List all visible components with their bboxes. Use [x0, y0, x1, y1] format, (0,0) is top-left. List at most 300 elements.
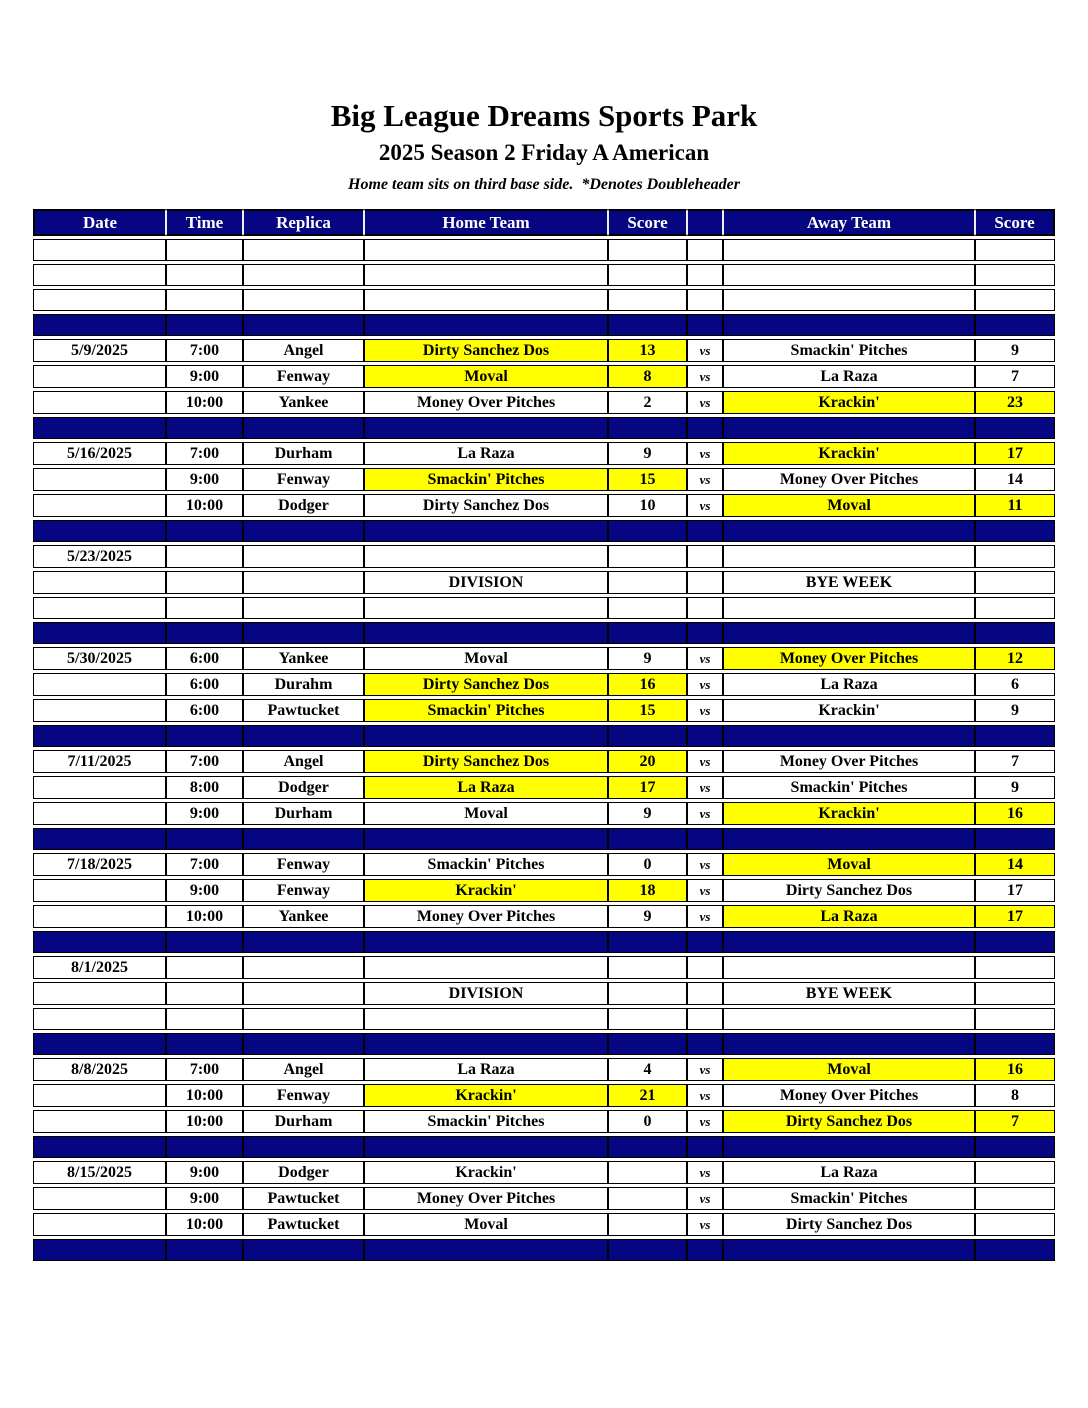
home-score-cell: 15 — [608, 468, 687, 491]
replica-cell — [243, 597, 364, 619]
home-score-cell — [608, 520, 687, 542]
time-cell — [166, 597, 243, 619]
away-team-cell: La Raza — [723, 905, 975, 928]
divider-row — [33, 931, 1055, 953]
away-team-cell: Money Over Pitches — [723, 750, 975, 773]
replica-cell: Dodger — [243, 1161, 364, 1184]
away-score-cell: 7 — [975, 750, 1055, 773]
time-cell: 9:00 — [166, 879, 243, 902]
division-row — [33, 571, 1055, 594]
time-cell — [166, 931, 243, 953]
vs-label: vs — [687, 699, 723, 722]
time-cell — [166, 417, 243, 439]
time-cell — [166, 1239, 243, 1261]
home-score-cell — [608, 239, 687, 261]
replica-cell: Durahm — [243, 673, 364, 696]
away-team-cell — [723, 545, 975, 568]
divider-row — [33, 417, 1055, 439]
col-header-date: Date — [33, 209, 166, 236]
away-score-cell — [975, 982, 1055, 1005]
date-cell — [33, 776, 166, 799]
away-team-cell: BYE WEEK — [723, 982, 975, 1005]
replica-cell: Durham — [243, 802, 364, 825]
date-cell — [33, 828, 166, 850]
time-cell — [166, 289, 243, 311]
vs-label: vs — [687, 1187, 723, 1210]
home-team-cell: Smackin' Pitches — [364, 853, 608, 876]
vs-label: vs — [687, 1084, 723, 1107]
away-score-cell: 9 — [975, 776, 1055, 799]
time-cell: 7:00 — [166, 339, 243, 362]
page-title: Big League Dreams Sports Park — [330, 98, 758, 133]
away-score-cell — [975, 622, 1055, 644]
time-cell — [166, 1033, 243, 1055]
vs-label: vs — [687, 365, 723, 388]
col-header-replica: Replica — [243, 209, 364, 236]
home-team-cell: Dirty Sanchez Dos — [364, 339, 608, 362]
home-team-cell — [364, 931, 608, 953]
away-score-cell: 16 — [975, 802, 1055, 825]
spacer-row — [33, 289, 1055, 311]
date-cell — [33, 1110, 166, 1133]
home-score-cell: 4 — [608, 1058, 687, 1081]
schedule-table — [33, 206, 1055, 1264]
date-cell — [33, 571, 166, 594]
away-score-cell — [975, 956, 1055, 979]
away-team-cell: Krackin' — [723, 442, 975, 465]
time-cell — [166, 545, 243, 568]
time-cell — [166, 520, 243, 542]
vs-label — [687, 289, 723, 311]
away-score-cell: 7 — [975, 1110, 1055, 1133]
home-score-cell — [608, 1161, 687, 1184]
game-row — [33, 494, 1055, 517]
home-team-cell: La Raza — [364, 1058, 608, 1081]
home-team-cell: Moval — [364, 365, 608, 388]
vs-label — [687, 239, 723, 261]
date-cell — [33, 1136, 166, 1158]
away-score-cell: 9 — [975, 339, 1055, 362]
replica-cell: Angel — [243, 339, 364, 362]
date-cell — [33, 289, 166, 311]
date-cell — [33, 931, 166, 953]
away-team-cell — [723, 828, 975, 850]
home-team-cell — [364, 622, 608, 644]
game-row — [33, 339, 1055, 362]
away-team-cell: La Raza — [723, 673, 975, 696]
away-score-cell — [975, 1136, 1055, 1158]
home-team-cell — [364, 545, 608, 568]
vs-label — [687, 982, 723, 1005]
away-score-cell — [975, 1033, 1055, 1055]
replica-cell: Pawtucket — [243, 699, 364, 722]
away-team-cell: Moval — [723, 1058, 975, 1081]
vs-label — [687, 1239, 723, 1261]
vs-label: vs — [687, 673, 723, 696]
vs-label — [687, 725, 723, 747]
home-team-cell: Smackin' Pitches — [364, 468, 608, 491]
away-score-cell — [975, 1187, 1055, 1210]
time-cell — [166, 828, 243, 850]
away-team-cell — [723, 264, 975, 286]
date-cell — [33, 622, 166, 644]
time-cell: 7:00 — [166, 442, 243, 465]
replica-cell — [243, 417, 364, 439]
vs-label — [687, 1008, 723, 1030]
date-cell — [33, 314, 166, 336]
away-score-cell: 17 — [975, 879, 1055, 902]
replica-cell: Angel — [243, 1058, 364, 1081]
vs-label — [687, 622, 723, 644]
game-row — [33, 750, 1055, 773]
away-score-cell: 14 — [975, 468, 1055, 491]
vs-label: vs — [687, 468, 723, 491]
away-score-cell — [975, 828, 1055, 850]
home-score-cell: 21 — [608, 1084, 687, 1107]
away-team-cell: Money Over Pitches — [723, 647, 975, 670]
game-row — [33, 1213, 1055, 1236]
replica-cell — [243, 931, 364, 953]
home-team-cell: La Raza — [364, 442, 608, 465]
vs-label — [687, 1136, 723, 1158]
col-header-away-score: Score — [975, 209, 1055, 236]
col-header-home-score: Score — [608, 209, 687, 236]
schedule-body — [33, 239, 1055, 1261]
away-score-cell — [975, 931, 1055, 953]
vs-label — [687, 828, 723, 850]
game-row — [33, 442, 1055, 465]
away-team-cell: Money Over Pitches — [723, 468, 975, 491]
game-row — [33, 468, 1055, 491]
vs-label — [687, 597, 723, 619]
replica-cell: Pawtucket — [243, 1187, 364, 1210]
date-cell — [33, 879, 166, 902]
away-score-cell: 17 — [975, 905, 1055, 928]
away-team-cell — [723, 956, 975, 979]
vs-label — [687, 417, 723, 439]
time-cell — [166, 725, 243, 747]
replica-cell — [243, 545, 364, 568]
home-score-cell: 20 — [608, 750, 687, 773]
col-header-home-team: Home Team — [364, 209, 608, 236]
vs-label — [687, 520, 723, 542]
dateonly-row — [33, 956, 1055, 979]
date-cell — [33, 1008, 166, 1030]
home-team-cell: Money Over Pitches — [364, 905, 608, 928]
replica-cell — [243, 1239, 364, 1261]
vs-label: vs — [687, 1110, 723, 1133]
divider-row — [33, 314, 1055, 336]
home-score-cell — [608, 1239, 687, 1261]
away-score-cell: 23 — [975, 391, 1055, 414]
away-team-cell — [723, 1239, 975, 1261]
game-row — [33, 879, 1055, 902]
vs-label: vs — [687, 647, 723, 670]
replica-cell — [243, 828, 364, 850]
away-score-cell: 11 — [975, 494, 1055, 517]
vs-label — [687, 264, 723, 286]
away-team-cell: Moval — [723, 494, 975, 517]
vs-label: vs — [687, 442, 723, 465]
home-team-cell: Dirty Sanchez Dos — [364, 673, 608, 696]
date-cell — [33, 1084, 166, 1107]
away-team-cell — [723, 1008, 975, 1030]
away-team-cell — [723, 597, 975, 619]
col-header-away-team: Away Team — [723, 209, 975, 236]
away-team-cell: Dirty Sanchez Dos — [723, 1110, 975, 1133]
col-header-time: Time — [166, 209, 243, 236]
home-score-cell: 13 — [608, 339, 687, 362]
date-cell — [33, 391, 166, 414]
away-score-cell: 6 — [975, 673, 1055, 696]
time-cell: 10:00 — [166, 391, 243, 414]
away-score-cell — [975, 725, 1055, 747]
game-row — [33, 1110, 1055, 1133]
spacer-row — [33, 239, 1055, 261]
time-cell: 6:00 — [166, 673, 243, 696]
away-score-cell — [975, 1213, 1055, 1236]
game-row — [33, 365, 1055, 388]
page-header — [0, 0, 1088, 194]
home-team-cell: Moval — [364, 647, 608, 670]
home-score-cell — [608, 931, 687, 953]
vs-label: vs — [687, 905, 723, 928]
home-team-cell — [364, 239, 608, 261]
home-team-cell — [364, 520, 608, 542]
replica-cell: Yankee — [243, 905, 364, 928]
away-score-cell — [975, 1239, 1055, 1261]
date-cell — [33, 365, 166, 388]
home-team-cell — [364, 597, 608, 619]
dateonly-row — [33, 545, 1055, 568]
time-cell — [166, 982, 243, 1005]
date-cell: 5/30/2025 — [33, 647, 166, 670]
vs-label: vs — [687, 1161, 723, 1184]
replica-cell: Fenway — [243, 365, 364, 388]
home-score-cell: 18 — [608, 879, 687, 902]
home-score-cell — [608, 828, 687, 850]
col-header-vs — [687, 209, 723, 236]
replica-cell — [243, 725, 364, 747]
vs-label: vs — [687, 339, 723, 362]
spacer-row — [33, 1008, 1055, 1030]
home-score-cell — [608, 1008, 687, 1030]
time-cell: 9:00 — [166, 365, 243, 388]
home-team-cell: La Raza — [364, 776, 608, 799]
away-team-cell: Krackin' — [723, 391, 975, 414]
home-score-cell: 9 — [608, 905, 687, 928]
home-team-cell — [364, 1033, 608, 1055]
time-cell — [166, 1136, 243, 1158]
time-cell: 7:00 — [166, 853, 243, 876]
away-team-cell — [723, 725, 975, 747]
vs-label — [687, 956, 723, 979]
away-score-cell: 14 — [975, 853, 1055, 876]
time-cell — [166, 956, 243, 979]
home-score-cell — [608, 545, 687, 568]
home-team-cell: Krackin' — [364, 1161, 608, 1184]
home-team-cell: Money Over Pitches — [364, 1187, 608, 1210]
divider-row — [33, 725, 1055, 747]
away-team-cell — [723, 931, 975, 953]
home-team-cell — [364, 289, 608, 311]
home-score-cell — [608, 289, 687, 311]
home-team-cell — [364, 1008, 608, 1030]
game-row — [33, 802, 1055, 825]
away-team-cell: La Raza — [723, 365, 975, 388]
date-cell — [33, 673, 166, 696]
vs-label: vs — [687, 802, 723, 825]
replica-cell: Fenway — [243, 879, 364, 902]
vs-label: vs — [687, 750, 723, 773]
away-score-cell — [975, 289, 1055, 311]
home-score-cell: 17 — [608, 776, 687, 799]
replica-cell — [243, 264, 364, 286]
away-score-cell — [975, 545, 1055, 568]
away-score-cell: 12 — [975, 647, 1055, 670]
time-cell: 10:00 — [166, 1213, 243, 1236]
home-team-cell — [364, 725, 608, 747]
away-team-cell: Smackin' Pitches — [723, 776, 975, 799]
home-score-cell — [608, 622, 687, 644]
replica-cell: Pawtucket — [243, 1213, 364, 1236]
time-cell — [166, 314, 243, 336]
away-team-cell: Dirty Sanchez Dos — [723, 1213, 975, 1236]
replica-cell: Fenway — [243, 468, 364, 491]
page-subtitle: 2025 Season 2 Friday A American — [378, 140, 710, 165]
time-cell: 10:00 — [166, 905, 243, 928]
home-score-cell: 0 — [608, 1110, 687, 1133]
away-team-cell: Moval — [723, 853, 975, 876]
home-score-cell — [608, 725, 687, 747]
replica-cell: Dodger — [243, 776, 364, 799]
home-score-cell: 15 — [608, 699, 687, 722]
away-team-cell: La Raza — [723, 1161, 975, 1184]
home-team-cell: Smackin' Pitches — [364, 1110, 608, 1133]
away-score-cell — [975, 264, 1055, 286]
game-row — [33, 699, 1055, 722]
home-team-cell — [364, 1239, 608, 1261]
divider-row — [33, 622, 1055, 644]
home-score-cell: 9 — [608, 647, 687, 670]
replica-cell — [243, 982, 364, 1005]
date-cell — [33, 1213, 166, 1236]
date-cell — [33, 802, 166, 825]
home-team-cell — [364, 314, 608, 336]
replica-cell: Yankee — [243, 647, 364, 670]
divider-row — [33, 828, 1055, 850]
vs-label — [687, 314, 723, 336]
away-score-cell — [975, 1161, 1055, 1184]
time-cell: 7:00 — [166, 1058, 243, 1081]
vs-label: vs — [687, 853, 723, 876]
away-team-cell — [723, 1136, 975, 1158]
game-row — [33, 1187, 1055, 1210]
time-cell: 7:00 — [166, 750, 243, 773]
replica-cell — [243, 520, 364, 542]
divider-row — [33, 1136, 1055, 1158]
home-score-cell — [608, 264, 687, 286]
divider-row — [33, 520, 1055, 542]
away-score-cell — [975, 1008, 1055, 1030]
away-score-cell: 16 — [975, 1058, 1055, 1081]
date-cell: 8/1/2025 — [33, 956, 166, 979]
away-team-cell — [723, 1033, 975, 1055]
spacer-row — [33, 264, 1055, 286]
home-team-cell: Moval — [364, 802, 608, 825]
away-team-cell: Dirty Sanchez Dos — [723, 879, 975, 902]
time-cell: 10:00 — [166, 1110, 243, 1133]
date-cell — [33, 1033, 166, 1055]
vs-label: vs — [687, 1213, 723, 1236]
away-score-cell — [975, 520, 1055, 542]
home-score-cell: 9 — [608, 442, 687, 465]
replica-cell: Dodger — [243, 494, 364, 517]
home-team-cell — [364, 264, 608, 286]
home-team-cell: Krackin' — [364, 879, 608, 902]
replica-cell — [243, 571, 364, 594]
division-row — [33, 982, 1055, 1005]
game-row — [33, 1058, 1055, 1081]
home-score-cell: 10 — [608, 494, 687, 517]
divider-row — [33, 1033, 1055, 1055]
away-score-cell: 17 — [975, 442, 1055, 465]
away-team-cell: BYE WEEK — [723, 571, 975, 594]
date-cell — [33, 699, 166, 722]
replica-cell: Fenway — [243, 1084, 364, 1107]
home-score-cell — [608, 982, 687, 1005]
away-score-cell — [975, 239, 1055, 261]
date-cell — [33, 905, 166, 928]
home-team-cell — [364, 1136, 608, 1158]
vs-label — [687, 1033, 723, 1055]
time-cell: 6:00 — [166, 699, 243, 722]
replica-cell — [243, 956, 364, 979]
home-team-cell: Moval — [364, 1213, 608, 1236]
away-team-cell — [723, 622, 975, 644]
home-team-cell — [364, 828, 608, 850]
home-team-cell — [364, 956, 608, 979]
date-cell: 8/15/2025 — [33, 1161, 166, 1184]
away-team-cell: Smackin' Pitches — [723, 1187, 975, 1210]
replica-cell — [243, 289, 364, 311]
away-team-cell: Money Over Pitches — [723, 1084, 975, 1107]
time-cell — [166, 571, 243, 594]
time-cell: 9:00 — [166, 1187, 243, 1210]
home-team-cell: DIVISION — [364, 571, 608, 594]
home-team-cell: Money Over Pitches — [364, 391, 608, 414]
game-row — [33, 647, 1055, 670]
home-score-cell: 16 — [608, 673, 687, 696]
away-team-cell: Krackin' — [723, 802, 975, 825]
header-row — [33, 209, 1055, 236]
home-score-cell — [608, 1213, 687, 1236]
home-team-cell: DIVISION — [364, 982, 608, 1005]
game-row — [33, 853, 1055, 876]
replica-cell: Yankee — [243, 391, 364, 414]
home-score-cell — [608, 314, 687, 336]
home-score-cell — [608, 571, 687, 594]
vs-label: vs — [687, 494, 723, 517]
away-team-cell: Smackin' Pitches — [723, 339, 975, 362]
date-cell — [33, 264, 166, 286]
home-score-cell: 8 — [608, 365, 687, 388]
home-team-cell: Dirty Sanchez Dos — [364, 494, 608, 517]
page-note: Home team sits on third base side. *Denotes Doubleheader — [348, 176, 740, 193]
away-team-cell — [723, 520, 975, 542]
game-row — [33, 905, 1055, 928]
away-team-cell — [723, 417, 975, 439]
